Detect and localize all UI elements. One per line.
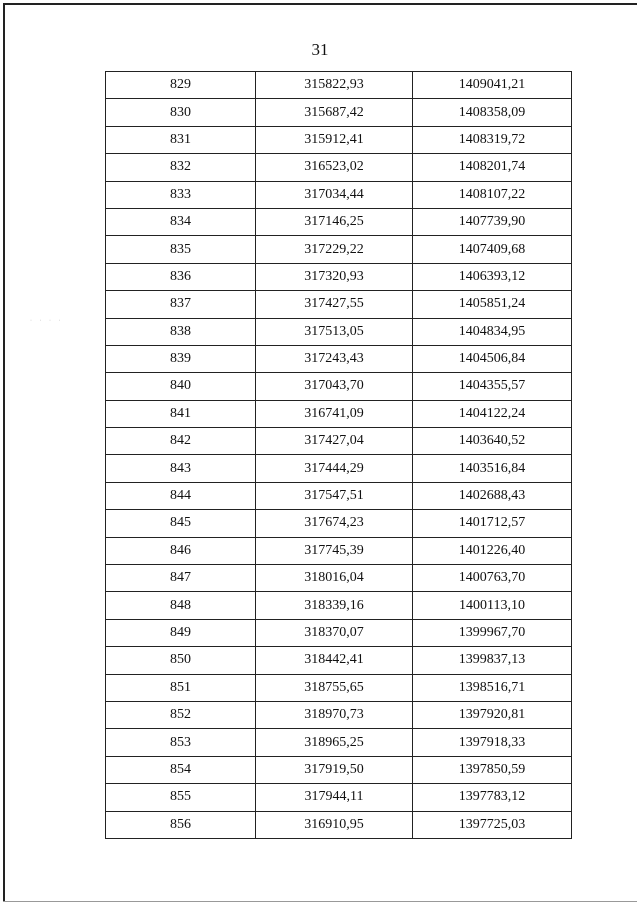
table-row [106,647,572,674]
y-coordinate-cell: 1403640,52 [413,428,572,455]
x-coordinate-cell: 315687,42 [256,99,413,126]
x-coordinate-cell: 317146,25 [256,208,413,235]
table-row [106,400,572,427]
x-coordinate-cell: 318965,25 [256,729,413,756]
point-number-cell: 840 [106,373,256,400]
table-row [106,729,572,756]
y-coordinate-cell: 1403516,84 [413,455,572,482]
table-row [106,510,572,537]
table-row [106,373,572,400]
x-coordinate-cell: 317320,93 [256,263,413,290]
y-coordinate-cell: 1397918,33 [413,729,572,756]
x-coordinate-cell: 317513,05 [256,318,413,345]
point-number-cell: 855 [106,784,256,811]
y-coordinate-cell: 1406393,12 [413,263,572,290]
table-row [106,291,572,318]
x-coordinate-cell: 316910,95 [256,811,413,838]
scan-specks: · · · · [30,318,64,324]
x-coordinate-cell: 317229,22 [256,236,413,263]
x-coordinate-cell: 318016,04 [256,565,413,592]
x-coordinate-cell: 317427,55 [256,291,413,318]
table-row [106,619,572,646]
y-coordinate-cell: 1408319,72 [413,126,572,153]
y-coordinate-cell: 1404834,95 [413,318,572,345]
x-coordinate-cell: 317919,50 [256,756,413,783]
y-coordinate-cell: 1404355,57 [413,373,572,400]
x-coordinate-cell: 317427,04 [256,428,413,455]
x-coordinate-cell: 318755,65 [256,674,413,701]
coordinates-table-body [106,72,572,839]
y-coordinate-cell: 1400763,70 [413,565,572,592]
x-coordinate-cell: 318442,41 [256,647,413,674]
table-row [106,154,572,181]
point-number-cell: 847 [106,565,256,592]
table-row [106,537,572,564]
point-number-cell: 844 [106,482,256,509]
table-row [106,674,572,701]
point-number-cell: 830 [106,99,256,126]
table-row [106,428,572,455]
y-coordinate-cell: 1404506,84 [413,345,572,372]
y-coordinate-cell: 1408358,09 [413,99,572,126]
table-row [106,318,572,345]
y-coordinate-cell: 1407739,90 [413,208,572,235]
y-coordinate-cell: 1408201,74 [413,154,572,181]
page-number: 31 [311,40,329,59]
y-coordinate-cell: 1402688,43 [413,482,572,509]
point-number-cell: 852 [106,701,256,728]
coordinates-table [105,71,572,839]
point-number-cell: 850 [106,647,256,674]
point-number-cell: 836 [106,263,256,290]
table-row [106,181,572,208]
y-coordinate-cell: 1397920,81 [413,701,572,728]
point-number-cell: 833 [106,181,256,208]
point-number-cell: 851 [106,674,256,701]
x-coordinate-cell: 317674,23 [256,510,413,537]
table-row [106,236,572,263]
y-coordinate-cell: 1405851,24 [413,291,572,318]
table-row [106,592,572,619]
x-coordinate-cell: 317444,29 [256,455,413,482]
point-number-cell: 829 [106,72,256,99]
point-number-cell: 835 [106,236,256,263]
x-coordinate-cell: 317745,39 [256,537,413,564]
table-row [106,455,572,482]
y-coordinate-cell: 1400113,10 [413,592,572,619]
scan-bottom-edge [3,901,637,902]
point-number-cell: 846 [106,537,256,564]
x-coordinate-cell: 317034,44 [256,181,413,208]
table-row [106,811,572,838]
point-number-cell: 849 [106,619,256,646]
point-number-cell: 854 [106,756,256,783]
y-coordinate-cell: 1409041,21 [413,72,572,99]
table-row [106,72,572,99]
point-number-cell: 837 [106,291,256,318]
y-coordinate-cell: 1401226,40 [413,537,572,564]
table-row [106,208,572,235]
y-coordinate-cell: 1397725,03 [413,811,572,838]
point-number-cell: 842 [106,428,256,455]
point-number-cell: 834 [106,208,256,235]
table-row [106,784,572,811]
point-number-cell: 839 [106,345,256,372]
table-row [106,701,572,728]
x-coordinate-cell: 317547,51 [256,482,413,509]
table-row [106,345,572,372]
y-coordinate-cell: 1408107,22 [413,181,572,208]
table-row [106,565,572,592]
x-coordinate-cell: 317944,11 [256,784,413,811]
point-number-cell: 838 [106,318,256,345]
point-number-cell: 831 [106,126,256,153]
table-row [106,482,572,509]
y-coordinate-cell: 1399837,13 [413,647,572,674]
y-coordinate-cell: 1399967,70 [413,619,572,646]
x-coordinate-cell: 318339,16 [256,592,413,619]
table-row [106,756,572,783]
y-coordinate-cell: 1404122,24 [413,400,572,427]
table-row [106,126,572,153]
x-coordinate-cell: 318370,07 [256,619,413,646]
point-number-cell: 856 [106,811,256,838]
x-coordinate-cell: 315822,93 [256,72,413,99]
point-number-cell: 845 [106,510,256,537]
y-coordinate-cell: 1401712,57 [413,510,572,537]
point-number-cell: 853 [106,729,256,756]
y-coordinate-cell: 1397783,12 [413,784,572,811]
point-number-cell: 841 [106,400,256,427]
y-coordinate-cell: 1407409,68 [413,236,572,263]
y-coordinate-cell: 1397850,59 [413,756,572,783]
point-number-cell: 843 [106,455,256,482]
x-coordinate-cell: 316523,02 [256,154,413,181]
x-coordinate-cell: 316741,09 [256,400,413,427]
x-coordinate-cell: 318970,73 [256,701,413,728]
table-row [106,99,572,126]
x-coordinate-cell: 317043,70 [256,373,413,400]
x-coordinate-cell: 317243,43 [256,345,413,372]
y-coordinate-cell: 1398516,71 [413,674,572,701]
x-coordinate-cell: 315912,41 [256,126,413,153]
point-number-cell: 848 [106,592,256,619]
point-number-cell: 832 [106,154,256,181]
table-row [106,263,572,290]
